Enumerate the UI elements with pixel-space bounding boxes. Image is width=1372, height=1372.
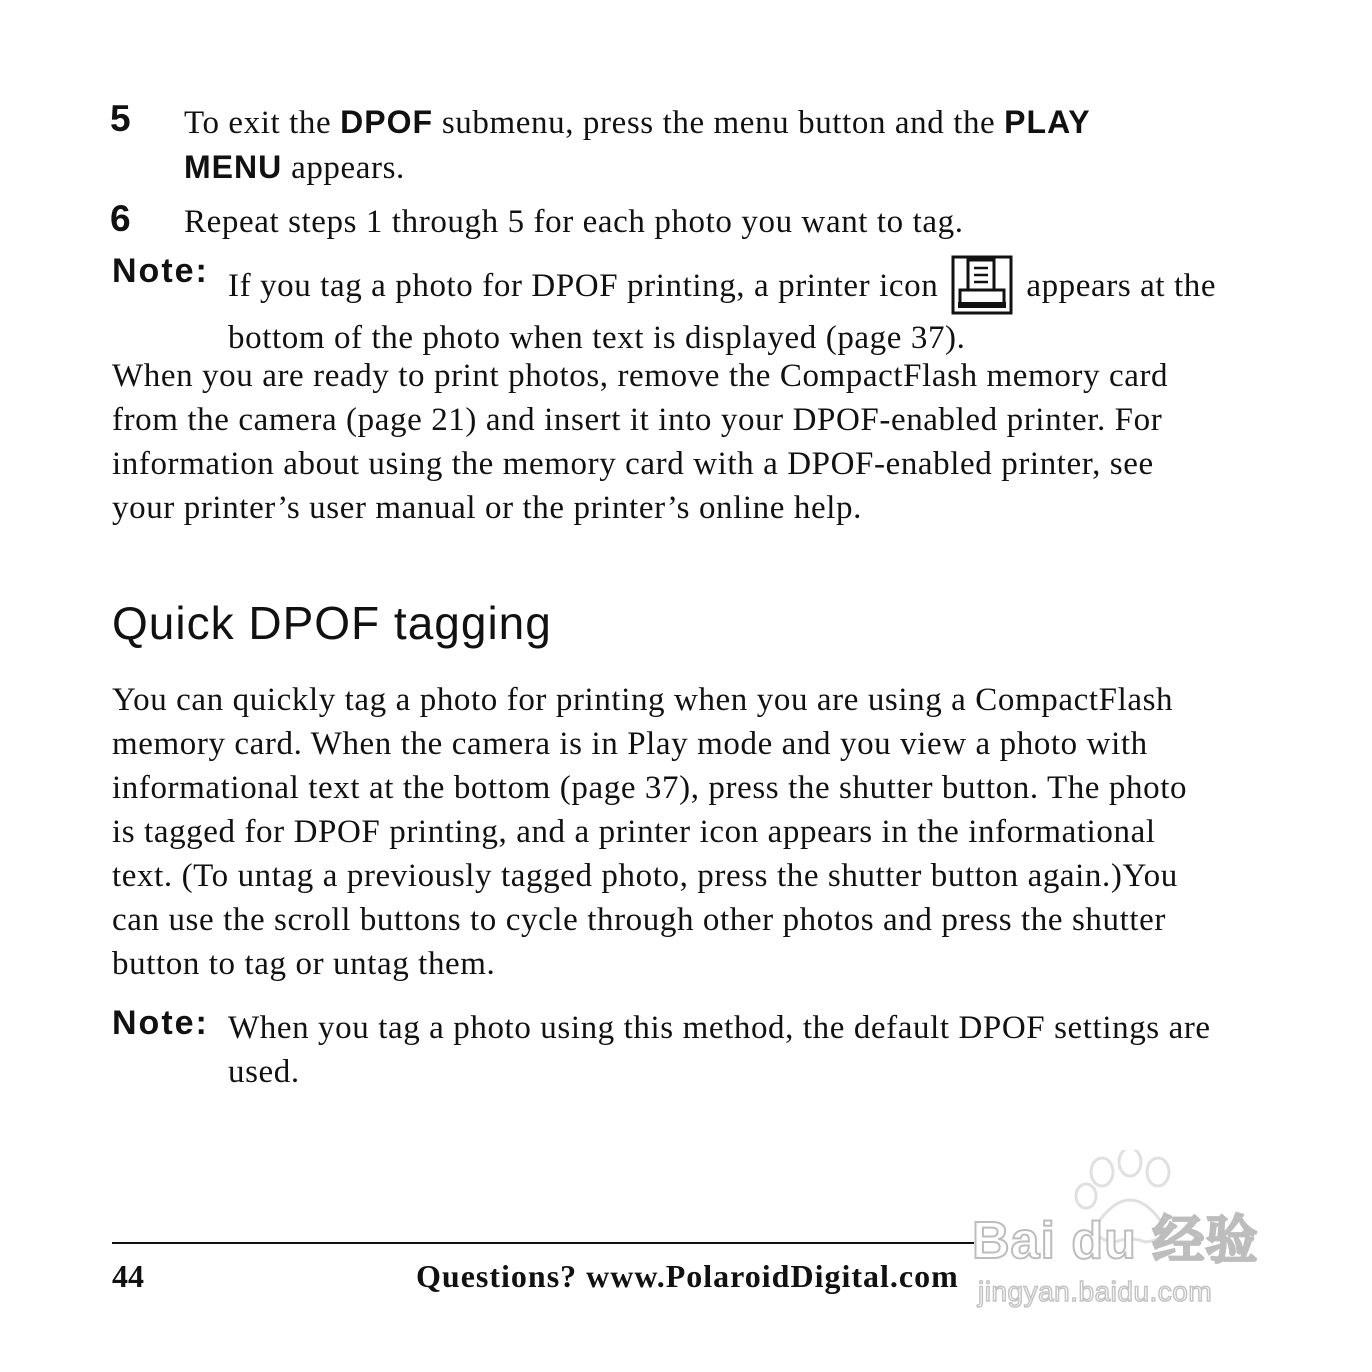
note-text <box>228 1006 1273 1094</box>
step-text-part: appears. <box>282 150 405 186</box>
paragraph-line: information about using the memory card with a DPOF-enabled printer, see <box>112 446 1154 482</box>
paragraph-line: When you are ready to print photos, remove the CompactFlash memory card <box>112 358 1169 394</box>
page-number: 44 <box>112 1258 144 1294</box>
note-text-line: used. <box>228 1054 300 1090</box>
paragraph-line: button to tag or untag them. <box>112 946 496 982</box>
step-text-part: To exit the <box>184 105 341 141</box>
step-text-part: submenu, press the menu button and the <box>433 105 1005 141</box>
note-text-part: If you tag a photo for DPOF printing, a printer icon <box>228 268 939 304</box>
step-5 <box>110 100 1270 190</box>
step-number: 5 <box>110 98 132 139</box>
paragraph-line: from the camera (page 21) and insert it into your DPOF-enabled printer. For <box>112 402 1163 438</box>
paragraph-line: memory card. When the camera is in Play mode and you view a photo with <box>112 726 1148 762</box>
section-heading: Quick DPOF tagging <box>112 597 552 649</box>
paragraph-line: text. (To untag a previously tagged photo, press the shutter button again.)You <box>112 858 1178 894</box>
footer-questions-link: Questions? www.PolaroidDigital.com <box>416 1258 959 1294</box>
step-6 <box>110 200 1270 244</box>
step-number: 6 <box>110 198 132 239</box>
note-text-part: appears at the <box>1026 268 1217 304</box>
step-text <box>184 100 1274 190</box>
note-label: Note: <box>112 1004 209 1042</box>
keyword-menu: MENU <box>184 149 283 185</box>
paragraph-line: You can quickly tag a photo for printing when you are using a CompactFlash <box>112 682 1174 718</box>
watermark-brand: Bai du 经验 <box>972 1212 1259 1270</box>
note-default-settings <box>112 1006 1272 1096</box>
note-text-line: bottom of the photo when text is displayed (page 37). <box>228 320 966 356</box>
step-text: Repeat steps 1 through 5 for each photo you want to tag. <box>184 204 964 240</box>
paragraph-print-photos <box>112 354 1272 530</box>
note-text-line: When you tag a photo using this method, the default DPOF settings are <box>228 1010 1211 1046</box>
note-text <box>228 254 1273 360</box>
paragraph-line: informational text at the bottom (page 37), press the shutter button. The photo <box>112 770 1188 806</box>
paragraph-line: your printer’s user manual or the printer’s online help. <box>112 490 862 526</box>
watermark-url: jingyan.baidu.com <box>978 1276 1213 1307</box>
printer-icon <box>950 254 1014 316</box>
keyword-dpof: DPOF <box>340 104 433 140</box>
paragraph-line: can use the scroll buttons to cycle through other photos and press the shutter <box>112 902 1166 938</box>
keyword-play: PLAY <box>1004 104 1091 140</box>
note-printer-icon <box>112 252 1272 356</box>
note-label: Note: <box>112 252 209 290</box>
paragraph-quick-tagging <box>112 678 1272 986</box>
footer-rule <box>112 1242 974 1244</box>
paragraph-line: is tagged for DPOF printing, and a printer icon appears in the informational <box>112 814 1156 850</box>
